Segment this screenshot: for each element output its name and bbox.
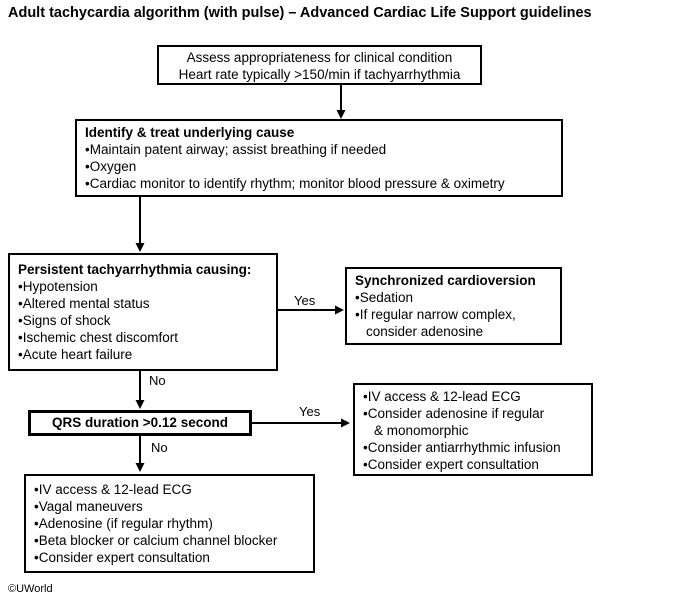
persistent-bullet: • Acute heart failure <box>18 346 268 363</box>
arrow-identify-to-persistent <box>136 197 145 252</box>
persistent-bullet: • Altered mental status <box>18 295 268 312</box>
assess-line-2: Heart rate typically >150/min if tachyarrhythmia <box>178 67 461 82</box>
narrow-complex-bullet: • Consider expert consultation <box>34 549 305 566</box>
cardioversion-continuation: consider adenosine <box>366 324 484 339</box>
narrow-complex-actions-box <box>24 474 315 573</box>
persistent-header: Persistent tachyarrhythmia causing: <box>18 262 252 277</box>
identify-bullet: • Oxygen <box>85 158 553 175</box>
narrow-complex-bullet: • Beta blocker or calcium channel blocker <box>34 532 305 549</box>
wide-complex-bullet: • Consider adenosine if regular <box>363 405 583 422</box>
uworld-credit: ©UWorld <box>8 583 53 595</box>
identify-treat-box <box>75 119 563 197</box>
narrow-complex-bullet: • Adenosine (if regular rhythm) <box>34 515 305 532</box>
cardioversion-bullet: • If regular narrow complex, <box>355 306 552 323</box>
assess-box <box>157 45 482 85</box>
persistent-bullet: • Hypotension <box>18 278 268 295</box>
wide-complex-actions-box <box>353 383 593 476</box>
label-no-to-narrow-complex: No <box>151 440 168 455</box>
identify-bullet: • Maintain patent airway; assist breathing if needed <box>85 141 553 158</box>
identify-bullet: • Cardiac monitor to identify rhythm; monitor blood pressure & oximetry <box>85 175 553 192</box>
persistent-tachyarrhythmia-box <box>8 253 278 371</box>
wide-complex-bullet: • Consider expert consultation <box>363 456 583 473</box>
synchronized-cardioversion-box <box>345 267 562 345</box>
arrow-qrs-no-to-narrow-complex <box>136 436 145 472</box>
label-yes-to-wide-complex: Yes <box>299 404 321 419</box>
wide-complex-bullet: • Consider antiarrhythmic infusion <box>363 439 583 456</box>
page-title: Adult tachycardia algorithm (with pulse) – Advanced Cardiac Life Support guidelines <box>8 5 592 21</box>
label-no-to-qrs: No <box>149 373 166 388</box>
label-yes-to-cardioversion: Yes <box>294 293 316 308</box>
arrow-qrs-yes-to-wide-complex <box>252 419 350 428</box>
arrow-assess-to-identify <box>337 85 346 119</box>
qrs-duration-box <box>28 410 252 436</box>
identify-header: Identify & treat underlying cause <box>85 125 295 140</box>
cardioversion-bullet: • Sedation <box>355 289 552 306</box>
wide-complex-bullet: • IV access & 12-lead ECG <box>363 388 583 405</box>
assess-line-1: Assess appropriateness for clinical condition <box>186 50 453 65</box>
persistent-bullet: • Ischemic chest discomfort <box>18 329 268 346</box>
cardioversion-header: Synchronized cardioversion <box>355 273 536 288</box>
qrs-label: QRS duration >0.12 second <box>52 415 228 430</box>
persistent-bullet: • Signs of shock <box>18 312 268 329</box>
arrow-persistent-no-to-qrs <box>136 371 145 409</box>
wide-complex-continuation: & monomorphic <box>374 423 469 438</box>
narrow-complex-bullet: • Vagal maneuvers <box>34 498 305 515</box>
narrow-complex-bullet: • IV access & 12-lead ECG <box>34 481 305 498</box>
